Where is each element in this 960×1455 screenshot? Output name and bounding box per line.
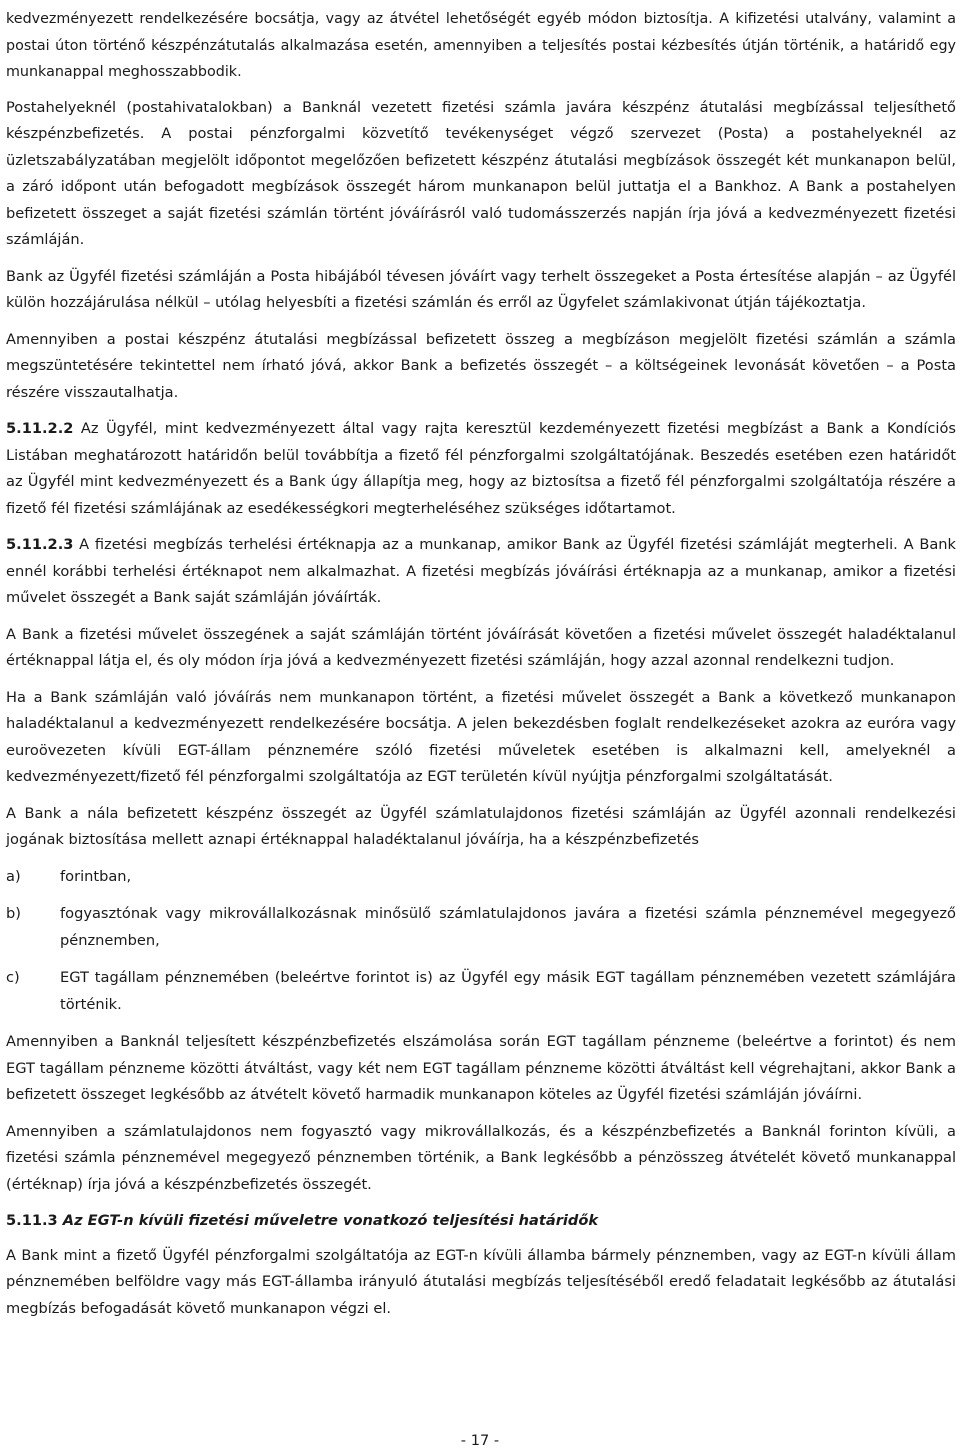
list-text: EGT tagállam pénznemében (beleértve forintot is) az Ügyfél egy másik EGT tagállam pénznemében vezetett számlájára történik. [60,969,956,1013]
list-item [6,864,956,891]
page-number: - 17 - [460,1432,500,1449]
paragraph-delivery-deadline: kedvezményezett rendelkezésére bocsátja, vagy az átvétel lehetőségét egyéb módon biztosítja. A kifizetési utalvány, valamint a postai úton történő készpénzátutalás alkalmazása esetén, amennyiben a teljesítés postai kézbesítés útján történik, a határidő egy munkanappal meghosszabbodik. [6,11,956,80]
section-number: 5.11.2.2 [6,420,74,437]
list-text: fogyasztónak vagy mikrovállalkozásnak minősülő számlatulajdonos javára a fizetési számla pénznemével megegyező pénznemben, [60,905,956,949]
paragraph-non-consumer: Amennyiben a számlatulajdonos nem fogyasztó vagy mikrovállalkozás, és a készpénzbefizetés a Banknál forinton kívüli, a fizetési számla pénznemével megegyező pénznemben történik, a Bank legkésőbb a pénzösszeg átvételét követő munkanappal (értéknap) írja jóvá a készpénzbefizetés összegét. [6,1122,956,1193]
paragraph-non-working-day: Ha a Bank számláján való jóváírás nem munkanapon történt, a fizetési művelet összegét a Bank a következő munkanapon haladéktalanul a kedvezményezett rendelkezésére bocsátja. A jelen bekezdésben foglalt rendelkezéseket azokra az euróra vagy euroövezeten kívüli EGT-állam pénznemére szóló fizetési műveletek esetében is alkalmazni kell, amelyeknél a kedvezményezett/fizető fél pénzforgalmi szolgáltatója az EGT területén kívül nyújtja pénzforgalmi szolgáltatását. [6,688,956,785]
paragraph-currency-exchange: Amennyiben a Banknál teljesített készpénzbefizetés elszámolása során EGT tagállam pénzneme (beleértve a forintot) és nem EGT tagállam pénzneme közötti átváltást, vagy két nem EGT tagállam pénzneme közötti átváltást kell végrehajtani, akkor Bank a befizetett összeget legkésőbb az átvételt követő harmadik munkanapon köteles az Ügyfél fizetési számláján jóváírni. [6,1033,956,1103]
paragraph-text: Az Ügyfél, mint kedvezményezett által vagy rajta keresztül kezdeményezett fizetési megbízást a Bank a Kondíciós Listában meghatározott határidőn belül továbbítja a fizető fél pénzforgalmi szolgáltatójának. Beszedés esetében ezen határidőt az Ügyfél mint kedvezményezett és a Bank úgy állapítja meg, hogy az biztosítsa a fizető fél pénzforgalmi szolgáltatója részére a fizető fél fizetési számlájának az esedékességkori megterheléséhez szükséges időtartamot. [6,420,956,517]
document-page [6,6,956,1332]
list-text: forintban, [60,867,132,885]
paragraph-text: A fizetési megbízás terhelési értéknapja az a munkanap, amikor Bank az Ügyfél fizetési számláját megterheli. A Bank ennél korábbi terhelési értéknapot nem alkalmazhat. A fizetési megbízás jóváírási értéknapja az a munkanap, amikor a fizetési művelet összegét a Bank saját számláján jóváírták. [6,536,956,606]
paragraph-post-office-cash-transfer: Postahelyeknél (postahivatalokban) a Banknál vezetett fizetési számla javára készpénz átutalási megbízással teljesíthető készpénzbefizetés. A postai pénzforgalmi közvetítő tevékenységet végző szervezet (Posta) a postahelyeknél az üzletszabályzatában megjelölt időpontot megelőzően befizetett készpénz átutalási megbízások összegét két munkanapon belül, a záró időpont után befogadott megbízások összegét három munkanapon belül juttatja el a Bankhoz. A Bank a postahelyen befizetett összeget a saját fizetési számlán történt jóváírásról való tudomásszerzés napján írja jóvá a kedvezményezett fizetési számláján. [6,98,956,248]
section-number: 5.11.2.3 [6,536,74,553]
list-item [6,901,956,954]
paragraph-cash-deposit: A Bank a nála befizetett készpénz összegét az Ügyfél számlatulajdonos fizetési számláján az Ügyfél azonnali rendelkezési jogának biztosítása mellett aznapi értéknappal haladéktalanul jóváírja, ha a készpénzbefizetés [6,804,956,848]
list-item [6,965,956,1018]
list-marker: c) [6,969,20,986]
list-marker: a) [6,867,21,885]
list-marker: b) [6,905,21,922]
paragraph-5-11-2-3 [6,532,956,612]
section-heading-5-11-3 [6,1208,956,1235]
paragraph-5-11-2-2 [6,416,956,522]
deposit-conditions-list [6,864,956,1019]
paragraph-value-date: A Bank a fizetési művelet összegének a saját számláján történt jóváírását követően a fizetési művelet összegét haladéktalanul értéknappal látja el, és oly módon írja jóvá a kedvezményezett fizetési számláján, hogy azzal azonnal rendelkezni tudjon. [6,625,956,669]
paragraph-correction: Bank az Ügyfél fizetési számláján a Posta hibájából tévesen jóváírt vagy terhelt összegeket a Posta értesítése alapján – az Ügyfél külön hozzájárulása nélkül – utólag helyesbíti a fizetési számlán és erről az Ügyfelet számlakivonat útján tájékoztatja. [6,267,956,311]
section-title: Az EGT-n kívüli fizetési műveletre vonatkozó teljesítési határidők [57,1212,599,1229]
section-number: 5.11.3 [6,1212,58,1229]
paragraph-non-eea: A Bank mint a fizető Ügyfél pénzforgalmi szolgáltatója az EGT-n kívüli államba bármely pénznemben, vagy az EGT-n kívüli állam pénznemében belföldre vagy más EGT-államba irányuló átutalási megbízás teljesítéséből eredő feladatait legkésőbb az átutalási megbízás befogadását követő munkanapon végzi el. [6,1246,956,1317]
paragraph-return-transfer: Amennyiben a postai készpénz átutalási megbízással befizetett összeg a megbízáson megjelölt fizetési számlán a számla megszüntetésére tekintettel nem írható jóvá, akkor Bank a befizetés összegét – a költségeinek levonását követően – a Posta részére visszautalhatja. [6,330,956,401]
